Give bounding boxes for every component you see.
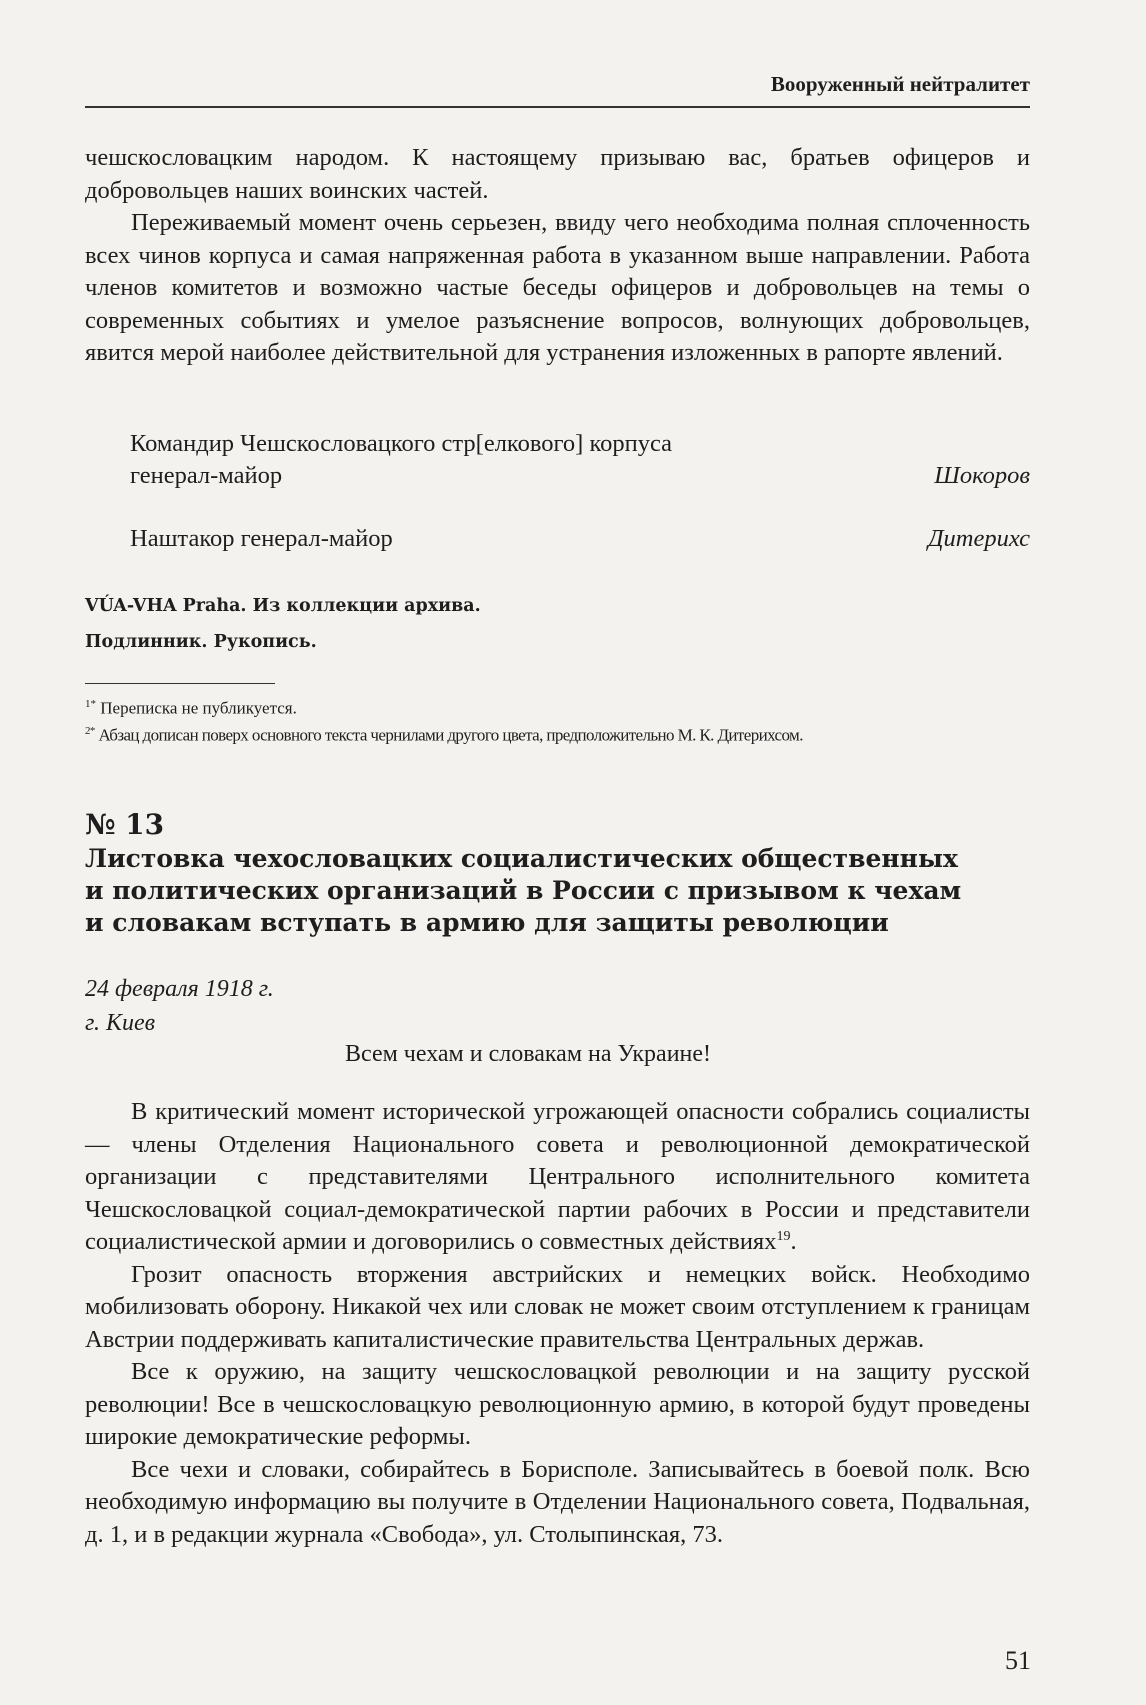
continuation-paragraph-2: Переживаемый момент очень серьезен, ввиду чего необходима полная сплоченность всех чинов корпуса и самая напряженная работа в указанном выше направлении. Работа членов комитетов и возможно частые беседы офицеров и добровольцев на темы о современных событиях и умелое разъяснение вопросов, волнующих добровольцев, явится мерой наиболее действительной для устранения изложенных в рапорте явлений.	[85, 209, 1030, 366]
signature-block-2	[130, 523, 1030, 555]
document-paragraph-2: Грозит опасность вторжения австрийских и немецких войск. Необходимо мобилизовать оборону. Никакой чех или словак не может своим отступлением к границам Австрии поддерживать капиталистические правительства Центральных держав.	[85, 1260, 1030, 1353]
signature-rank: генерал-майор	[130, 462, 283, 489]
signature-block-1	[130, 460, 1030, 492]
running-title: Вооруженный нейтралитет	[770, 72, 1030, 96]
signature-rank-2: Наштакор генерал-майор	[130, 525, 393, 552]
footnote-rule	[85, 683, 275, 684]
footnote-text: Абзац дописан поверх основного текста чернилами другого цвета, предположительно М. К. Дитерихсом.	[98, 725, 803, 745]
continuation-paragraph-1: чешскословацким народом. К настоящему призываю вас, братьев офицеров и добровольцев наших воинских частей.	[85, 144, 1030, 204]
archive-type: Подлинник. Рукопись.	[85, 632, 317, 652]
document-paragraph-3: Все к оружию, на защиту чешскословацкой революции и на защиту русской революции! Все в чешскословацкую революционную армию, в которой будут проведены широкие демократические реформы.	[85, 1358, 1030, 1450]
header-rule	[85, 106, 1030, 108]
page-number: 51	[1005, 1646, 1031, 1675]
footnote-2	[85, 720, 803, 747]
document-paragraph-4: Все чехи и словаки, собирайтесь в Борисполе. Записывайтесь в боевой полк. Всю необходимую информацию вы получите в Отделении Национального совета, Подвальная, д. 1, и в редакции журнала «Свобода», ул. Столыпинская, 73.	[85, 1455, 1030, 1548]
signature-name-diterikhs: Дитерихс	[927, 525, 1030, 552]
footnote-text: Переписка не публикуется.	[100, 698, 297, 718]
footnote-mark: 2*	[85, 725, 95, 737]
archive-source: VÚA-VHA Praha. Из коллекции архива.	[85, 596, 481, 616]
document-title: Листовка чехословацких социалистических общественных и политических организаций в России с призывом к чехам и словакам вступать в армию для защиты революции	[85, 844, 962, 937]
document-paragraph-1	[85, 1096, 1030, 1259]
paragraph-1-end: .	[790, 1228, 797, 1255]
continuation-text	[85, 142, 1030, 370]
footnote-1	[85, 693, 297, 720]
document-number: № 13	[85, 808, 165, 841]
endnote-ref-19: 19	[776, 1228, 791, 1244]
document-body	[85, 1096, 1030, 1551]
paragraph-1-text: В критический момент исторической угрожающей опасности собрались социалисты — члены Отделения Национального совета и революционной демократической организации с представителями Центрального исполнительного комитета Чешскословацкой социал-демократической партии рабочих в России и представители социалистической армии и договорились о совместных действиях	[85, 1098, 1030, 1255]
document-date: 24 февраля 1918 г.	[85, 976, 274, 1002]
document-place: г. Киев	[85, 1010, 156, 1036]
footnote-mark: 1*	[85, 698, 96, 710]
signature-line-1: Командир Чешскословацкого стр[елкового] корпуса	[130, 430, 673, 457]
signature-name-shokorov: Шокоров	[934, 462, 1030, 489]
appeal-heading: Всем чехам и словакам на Украине!	[345, 1041, 712, 1067]
